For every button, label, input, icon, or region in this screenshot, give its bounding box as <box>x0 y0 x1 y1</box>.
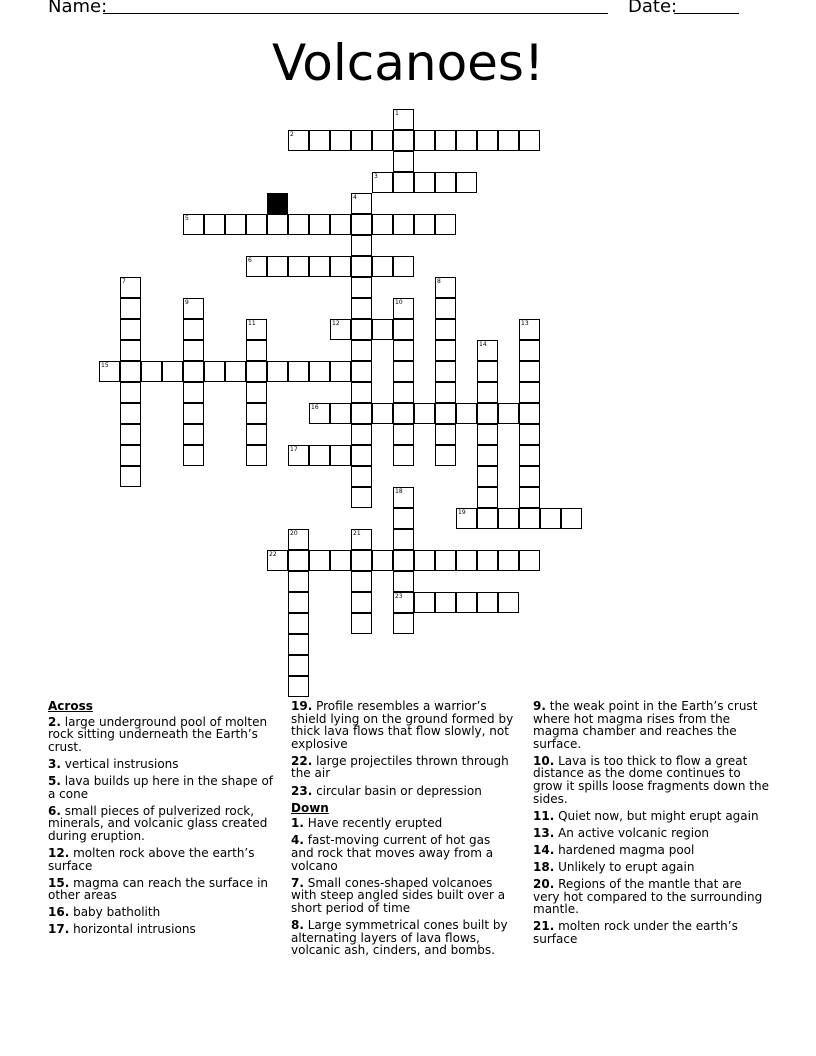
grid-cell[interactable] <box>393 151 414 172</box>
grid-cell[interactable] <box>435 361 456 382</box>
grid-cell[interactable] <box>330 445 351 466</box>
grid-cell[interactable] <box>330 319 351 340</box>
grid-cell[interactable] <box>330 214 351 235</box>
grid-cell[interactable] <box>393 403 414 424</box>
clue-across-6: 6. small pieces of pulverized rock, minerals, and volcanic glass created during eruption. <box>48 803 268 843</box>
name-label: Name: <box>48 0 108 17</box>
grid-cell[interactable] <box>435 403 456 424</box>
clues-column-3 <box>533 700 769 950</box>
grid-cell[interactable] <box>183 424 204 445</box>
grid-cell[interactable] <box>204 361 225 382</box>
grid-cell[interactable] <box>393 361 414 382</box>
grid-cell[interactable] <box>267 550 288 571</box>
grid-cell[interactable] <box>351 235 372 256</box>
grid-cell[interactable] <box>183 214 204 235</box>
grid-cell[interactable] <box>309 403 330 424</box>
grid-cell[interactable] <box>309 361 330 382</box>
grid-cell[interactable] <box>120 445 141 466</box>
grid-cell[interactable] <box>288 655 309 676</box>
clue-number: 8 <box>437 278 441 285</box>
grid-cell[interactable] <box>288 361 309 382</box>
grid-cell[interactable] <box>561 508 582 529</box>
grid-cell[interactable] <box>498 508 519 529</box>
grid-cell[interactable] <box>435 277 456 298</box>
clue-number: 4 <box>353 194 357 201</box>
grid-cell[interactable] <box>540 508 561 529</box>
grid-cell[interactable] <box>435 382 456 403</box>
clue-number: 9 <box>185 299 189 306</box>
grid-cell[interactable] <box>351 298 372 319</box>
grid-cell[interactable] <box>246 445 267 466</box>
grid-cell[interactable] <box>372 214 393 235</box>
clue-across-22: 22. large projectiles thrown through the air <box>291 753 509 781</box>
grid-cell[interactable] <box>393 130 414 151</box>
grid-cell[interactable] <box>477 445 498 466</box>
grid-cell[interactable] <box>351 340 372 361</box>
clue-down-9: 9. the weak point in the Earth’s crust where hot magma rises from the magma chamber and reaches the surface. <box>533 699 758 751</box>
grid-cell[interactable] <box>351 319 372 340</box>
page-title: Volcanoes! <box>271 34 545 92</box>
grid-cell[interactable] <box>267 214 288 235</box>
clue-down-14: 14. hardened magma pool <box>533 842 695 857</box>
grid-cell[interactable] <box>246 256 267 277</box>
grid-cell[interactable] <box>288 550 309 571</box>
grid-cell[interactable] <box>519 130 540 151</box>
grid-cell[interactable] <box>393 445 414 466</box>
grid-cell[interactable] <box>477 403 498 424</box>
clue-number: 12 <box>332 320 340 327</box>
grid-cell[interactable] <box>351 130 372 151</box>
grid-cell[interactable] <box>351 592 372 613</box>
grid-cell[interactable] <box>477 130 498 151</box>
grid-cell[interactable] <box>288 676 309 697</box>
grid-cell[interactable] <box>288 613 309 634</box>
clue-number: 5 <box>185 215 189 222</box>
grid-cell[interactable] <box>120 361 141 382</box>
clue-across-12: 12. molten rock above the earth’s surface <box>48 845 255 873</box>
grid-cell[interactable] <box>393 529 414 550</box>
clue-across-5: 5. lava builds up here in the shape of a cone <box>48 773 274 801</box>
grid-cell[interactable] <box>519 382 540 403</box>
grid-cell[interactable] <box>519 424 540 445</box>
grid-cell[interactable] <box>288 592 309 613</box>
grid-cell[interactable] <box>435 592 456 613</box>
grid-cell[interactable] <box>288 214 309 235</box>
grid-cell[interactable] <box>519 403 540 424</box>
grid-cell[interactable] <box>309 550 330 571</box>
clue-number: 20 <box>290 530 298 537</box>
grid-cell[interactable] <box>309 130 330 151</box>
grid-cell[interactable] <box>498 403 519 424</box>
grid-cell[interactable] <box>351 361 372 382</box>
clue-down-8: 8. Large symmetrical cones built by alternating layers of lava flows, volcanic ash, cinders, and bombs. <box>291 917 508 958</box>
clue-number: 17 <box>290 446 298 453</box>
grid-cell[interactable] <box>204 214 225 235</box>
grid-cell[interactable] <box>288 571 309 592</box>
grid-cell[interactable] <box>351 529 372 550</box>
clue-down-4: 4. fast-moving current of hot gas and rock that moves away from a volcano <box>291 833 494 873</box>
grid-cell[interactable] <box>393 508 414 529</box>
grid-cell[interactable] <box>498 550 519 571</box>
clue-down-7: 7. Small cones-shaped volcanoes with steep angled sides built over a short period of time <box>291 875 506 915</box>
grid-cell[interactable] <box>309 445 330 466</box>
grid-cell[interactable] <box>120 424 141 445</box>
grid-cell[interactable] <box>456 172 477 193</box>
grid-cell[interactable] <box>330 403 351 424</box>
grid-cell[interactable] <box>225 361 246 382</box>
clue-number: 23 <box>395 593 403 600</box>
clue-number: 11 <box>248 320 256 327</box>
grid-cell[interactable] <box>519 445 540 466</box>
grid-cell[interactable] <box>309 256 330 277</box>
grid-cell[interactable] <box>477 550 498 571</box>
grid-cell[interactable] <box>414 403 435 424</box>
clue-across-17: 17. horizontal intrusions <box>48 922 196 937</box>
grid-cell[interactable] <box>351 382 372 403</box>
grid-cell[interactable] <box>393 214 414 235</box>
grid-cell[interactable] <box>246 319 267 340</box>
grid-cell[interactable] <box>267 256 288 277</box>
grid-cell[interactable] <box>351 403 372 424</box>
grid-cell[interactable] <box>351 550 372 571</box>
grid-cell[interactable] <box>183 361 204 382</box>
grid-cell[interactable] <box>351 466 372 487</box>
grid-cell[interactable] <box>183 445 204 466</box>
grid-cell[interactable] <box>435 298 456 319</box>
clue-number: 15 <box>101 362 109 369</box>
grid-cell[interactable] <box>351 445 372 466</box>
grid-cell[interactable] <box>477 424 498 445</box>
clue-number: 7 <box>122 278 126 285</box>
clues-column-1 <box>48 700 273 941</box>
clue-number: 3 <box>374 173 378 180</box>
clue-down-13: 13. An active volcanic region <box>533 825 710 840</box>
clue-across-19: 19. Profile resembles a warrior’s shield lying on the ground formed by thick lava flows that flow slowly, not explosive <box>291 699 514 751</box>
grid-cell[interactable] <box>309 214 330 235</box>
clue-down-21: 21. molten rock under the earth’s surface <box>533 919 738 946</box>
grid-cell[interactable] <box>372 319 393 340</box>
grid-cell[interactable] <box>393 172 414 193</box>
grid-cell[interactable] <box>351 613 372 634</box>
grid-cell[interactable] <box>120 466 141 487</box>
grid-cell[interactable] <box>288 130 309 151</box>
grid-cell[interactable] <box>99 361 120 382</box>
clue-number: 22 <box>269 551 277 558</box>
grid-cell[interactable] <box>498 130 519 151</box>
grid-cell[interactable] <box>393 109 414 130</box>
grid-cell[interactable] <box>519 340 540 361</box>
clue-across-3: 3. vertical instrusions <box>48 756 179 771</box>
grid-cell[interactable] <box>225 214 246 235</box>
grid-cell[interactable] <box>435 130 456 151</box>
grid-cell[interactable] <box>393 382 414 403</box>
grid-cell[interactable] <box>372 256 393 277</box>
grid-cell[interactable] <box>330 256 351 277</box>
grid-cell[interactable] <box>162 361 183 382</box>
clue-number: 19 <box>458 509 466 516</box>
grid-cell[interactable] <box>414 550 435 571</box>
grid-cell[interactable] <box>393 298 414 319</box>
grid-cell[interactable] <box>120 340 141 361</box>
grid-cell[interactable] <box>519 487 540 508</box>
clue-across-16: 16. baby batholith <box>48 905 161 920</box>
grid-cell[interactable] <box>414 592 435 613</box>
grid-cell[interactable] <box>120 298 141 319</box>
grid-cell[interactable] <box>435 319 456 340</box>
grid-cell[interactable] <box>351 193 372 214</box>
grid-cell[interactable] <box>183 319 204 340</box>
grid-cell[interactable] <box>519 550 540 571</box>
grid-cell[interactable] <box>435 340 456 361</box>
grid-cell[interactable] <box>183 340 204 361</box>
clue-number: 6 <box>248 257 252 264</box>
grid-cell[interactable] <box>456 550 477 571</box>
grid-cell[interactable] <box>477 487 498 508</box>
grid-cell[interactable] <box>435 550 456 571</box>
grid-cell[interactable] <box>477 466 498 487</box>
grid-cell[interactable] <box>456 508 477 529</box>
grid-cell[interactable] <box>351 256 372 277</box>
grid-cell[interactable] <box>351 487 372 508</box>
grid-cell[interactable] <box>435 424 456 445</box>
grid-cell[interactable] <box>183 298 204 319</box>
grid-cell[interactable] <box>519 319 540 340</box>
grid-cell[interactable] <box>120 382 141 403</box>
clue-down-10: 10. Lava is too thick to flow a great distance as the dome continues to grow it spills loose fragments down the sides. <box>533 753 769 806</box>
clue-number: 1 <box>395 110 399 117</box>
grid-cell[interactable] <box>456 403 477 424</box>
grid-cell[interactable] <box>393 550 414 571</box>
clue-across-2: 2. large underground pool of molten rock sitting underneath the Earth’s crust. <box>48 714 268 754</box>
black-square <box>267 193 288 214</box>
grid-cell[interactable] <box>183 382 204 403</box>
grid-cell[interactable] <box>477 508 498 529</box>
grid-cell[interactable] <box>120 277 141 298</box>
grid-cell[interactable] <box>372 550 393 571</box>
grid-cell[interactable] <box>246 382 267 403</box>
clue-across-23: 23. circular basin or depression <box>291 783 482 798</box>
grid-cell[interactable] <box>519 361 540 382</box>
grid-cell[interactable] <box>351 424 372 445</box>
grid-cell[interactable] <box>330 361 351 382</box>
clues-column-2 <box>291 700 516 961</box>
grid-cell[interactable] <box>246 361 267 382</box>
grid-cell[interactable] <box>267 361 288 382</box>
grid-cell[interactable] <box>393 319 414 340</box>
grid-cell[interactable] <box>288 529 309 550</box>
clue-down-18: 18. Unlikely to erupt again <box>533 860 695 875</box>
across-heading: Across <box>48 699 93 713</box>
grid-cell[interactable] <box>393 256 414 277</box>
grid-cell[interactable] <box>477 382 498 403</box>
clue-number: 18 <box>395 488 403 495</box>
grid-cell[interactable] <box>351 277 372 298</box>
clue-number: 16 <box>311 404 319 411</box>
grid-cell[interactable] <box>246 214 267 235</box>
grid-cell[interactable] <box>414 172 435 193</box>
grid-cell[interactable] <box>246 403 267 424</box>
grid-cell[interactable] <box>246 340 267 361</box>
down-heading: Down <box>291 800 329 815</box>
grid-cell[interactable] <box>351 571 372 592</box>
grid-cell[interactable] <box>393 592 414 613</box>
grid-cell[interactable] <box>477 361 498 382</box>
grid-cell[interactable] <box>288 445 309 466</box>
grid-cell[interactable] <box>393 340 414 361</box>
grid-cell[interactable] <box>120 403 141 424</box>
grid-cell[interactable] <box>393 487 414 508</box>
grid-cell[interactable] <box>183 403 204 424</box>
grid-cell[interactable] <box>477 340 498 361</box>
grid-cell[interactable] <box>351 214 372 235</box>
grid-cell[interactable] <box>372 130 393 151</box>
clue-number: 21 <box>353 530 361 537</box>
grid-cell[interactable] <box>456 130 477 151</box>
date-label: Date: <box>628 0 678 17</box>
grid-cell[interactable] <box>246 424 267 445</box>
clue-down-11: 11. Quiet now, but might erupt again <box>533 808 759 823</box>
grid-cell[interactable] <box>498 592 519 613</box>
grid-cell[interactable] <box>435 172 456 193</box>
grid-cell[interactable] <box>414 130 435 151</box>
clue-number: 13 <box>521 320 529 327</box>
grid-cell[interactable] <box>435 214 456 235</box>
grid-cell[interactable] <box>519 466 540 487</box>
clue-number: 2 <box>290 131 294 138</box>
grid-cell[interactable] <box>414 214 435 235</box>
grid-cell[interactable] <box>393 571 414 592</box>
grid-cell[interactable] <box>330 550 351 571</box>
clue-across-15: 15. magma can reach the surface in other areas <box>48 875 269 903</box>
grid-cell[interactable] <box>372 172 393 193</box>
grid-cell[interactable] <box>393 424 414 445</box>
grid-cell[interactable] <box>456 592 477 613</box>
grid-cell[interactable] <box>288 634 309 655</box>
clue-number: 14 <box>479 341 487 348</box>
grid-cell[interactable] <box>519 508 540 529</box>
grid-cell[interactable] <box>393 613 414 634</box>
clue-number: 10 <box>395 299 403 306</box>
grid-cell[interactable] <box>120 319 141 340</box>
grid-cell[interactable] <box>435 445 456 466</box>
grid-cell[interactable] <box>477 592 498 613</box>
grid-cell[interactable] <box>288 256 309 277</box>
clue-down-20: 20. Regions of the mantle that are very hot compared to the surrounding mantle. <box>533 877 763 917</box>
clue-down-1: 1. Have recently erupted <box>291 816 443 831</box>
grid-cell[interactable] <box>330 130 351 151</box>
grid-cell[interactable] <box>372 403 393 424</box>
grid-cell[interactable] <box>141 361 162 382</box>
